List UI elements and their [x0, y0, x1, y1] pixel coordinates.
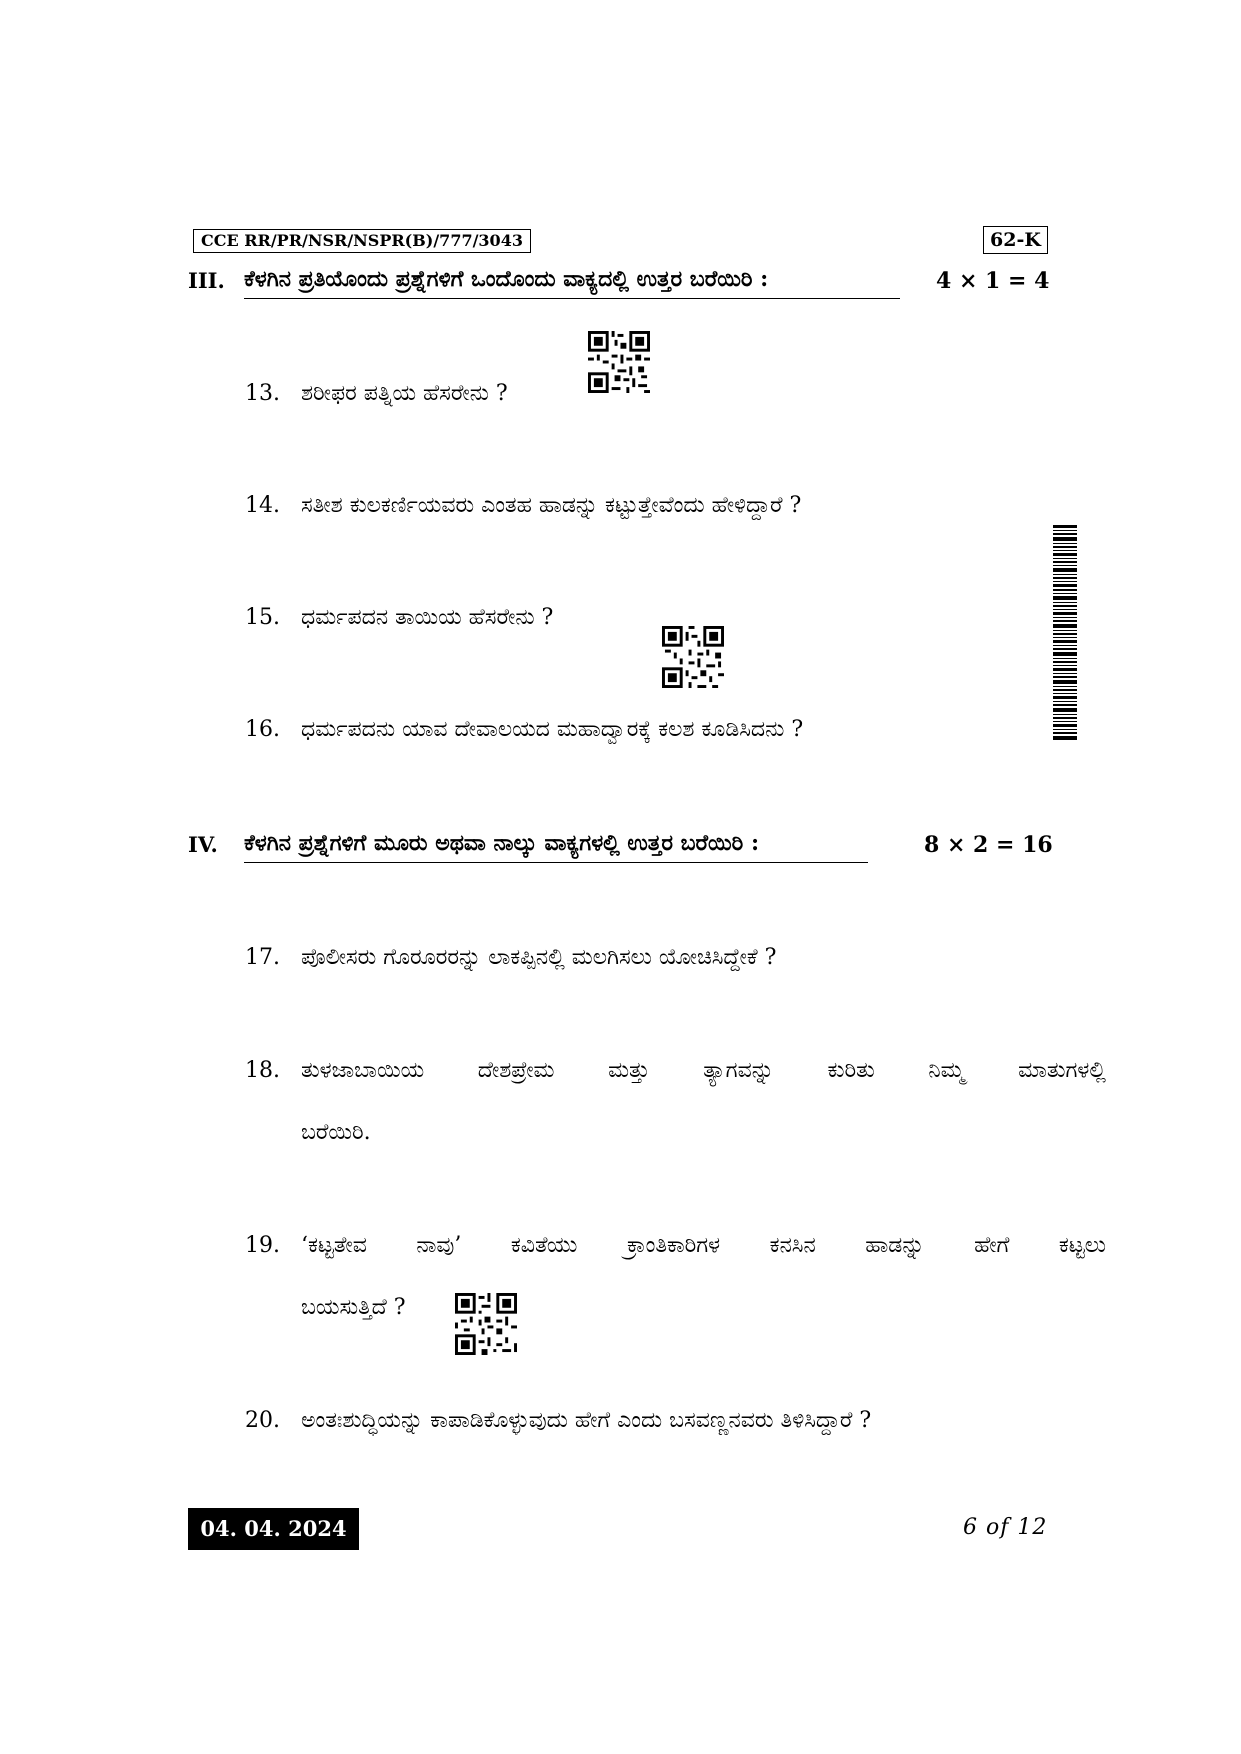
section-3-marks: 4 × 1 = 4: [936, 268, 1050, 294]
question-18-text-line1: ತುಳಜಾಬಾಯಿಯ ದೇಶಪ್ರೇಮ ಮತ್ತು ತ್ಯಾಗವನ್ನು ಕುರಿತು ನಿಮ್ಮ ಮಾತುಗಳಲ್ಲಿ: [301, 1058, 1106, 1083]
question-15-number: 15.: [245, 605, 280, 630]
question-15-text: ಧರ್ಮಪದನ ತಾಯಿಯ ಹೆಸರೇನು ?: [301, 605, 554, 630]
barcode-icon: [1053, 525, 1077, 740]
section-4-marks: 8 × 2 = 16: [924, 832, 1053, 858]
question-17-text: ಪೊಲೀಸರು ಗೊರೂರರನ್ನು ಲಾಕಪ್ಪಿನಲ್ಲಿ ಮಲಗಿಸಲು ಯೋಚಿಸಿದ್ದೇಕೆ ?: [301, 945, 777, 970]
qr-code-icon: [455, 1293, 517, 1355]
qr-code-icon: [662, 626, 724, 688]
question-13-text: ಶರೀಫರ ಪತ್ನಿಯ ಹೆಸರೇನು ?: [301, 381, 508, 406]
question-20-number: 20.: [245, 1408, 280, 1433]
qr-code-icon: [588, 331, 650, 393]
question-16-text: ಧರ್ಮಪದನು ಯಾವ ದೇವಾಲಯದ ಮಹಾದ್ವಾರಕ್ಕೆ ಕಲಶ ಕೂಡಿಸಿದನು ?: [301, 717, 804, 742]
question-18-number: 18.: [245, 1058, 280, 1083]
section-3-number: III.: [188, 268, 225, 293]
question-14-text: ಸತೀಶ ಕುಲಕರ್ಣಿಯವರು ಎಂತಹ ಹಾಡನ್ನು ಕಟ್ಟುತ್ತೇವೆಂದು ಹೇಳಿದ್ದಾರೆ ?: [301, 493, 802, 518]
exam-date: 04. 04. 2024: [188, 1508, 359, 1550]
page-number: 6 of 12: [963, 1515, 1048, 1540]
question-19-number: 19.: [245, 1233, 280, 1258]
question-14-number: 14.: [245, 493, 280, 518]
question-18-text-line2: ಬರೆಯಿರಿ.: [301, 1120, 371, 1145]
question-16-number: 16.: [245, 717, 280, 742]
question-20-text: ಅಂತಃಶುದ್ಧಿಯನ್ನು ಕಾಪಾಡಿಕೊಳ್ಳುವುದು ಹೇಗೆ ಎಂದು ಬಸವಣ್ಣನವರು ತಿಳಿಸಿದ್ದಾರೆ ?: [301, 1408, 872, 1433]
paper-code: 62-K: [983, 226, 1048, 254]
section-3-title: ಕೆಳಗಿನ ಪ್ರತಿಯೊಂದು ಪ್ರಶ್ನೆಗಳಿಗೆ ಒಂದೊಂದು ವಾಕ್ಯದಲ್ಲಿ ಉತ್ತರ ಬರೆಯಿರಿ :: [244, 266, 900, 299]
section-4-title: ಕೆಳಗಿನ ಪ್ರಶ್ನೆಗಳಿಗೆ ಮೂರು ಅಥವಾ ನಾಲ್ಕು ವಾಕ್ಯಗಳಲ್ಲಿ ಉತ್ತರ ಬರೆಯಿರಿ :: [244, 830, 868, 863]
section-4-number: IV.: [188, 832, 218, 857]
exam-code: CCE RR/PR/NSR/NSPR(B)/777/3043: [193, 229, 531, 253]
question-13-number: 13.: [245, 381, 280, 406]
question-17-number: 17.: [245, 945, 280, 970]
question-19-text-line1: ‘ಕಟ್ಟತೇವ ನಾವು’ ಕವಿತೆಯು ಕ್ರಾಂತಿಕಾರಿಗಳ ಕನಸಿನ ಹಾಡನ್ನು ಹೇಗೆ ಕಟ್ಟಲು: [301, 1233, 1106, 1258]
question-19-text-line2: ಬಯಸುತ್ತಿದೆ ?: [301, 1295, 406, 1320]
